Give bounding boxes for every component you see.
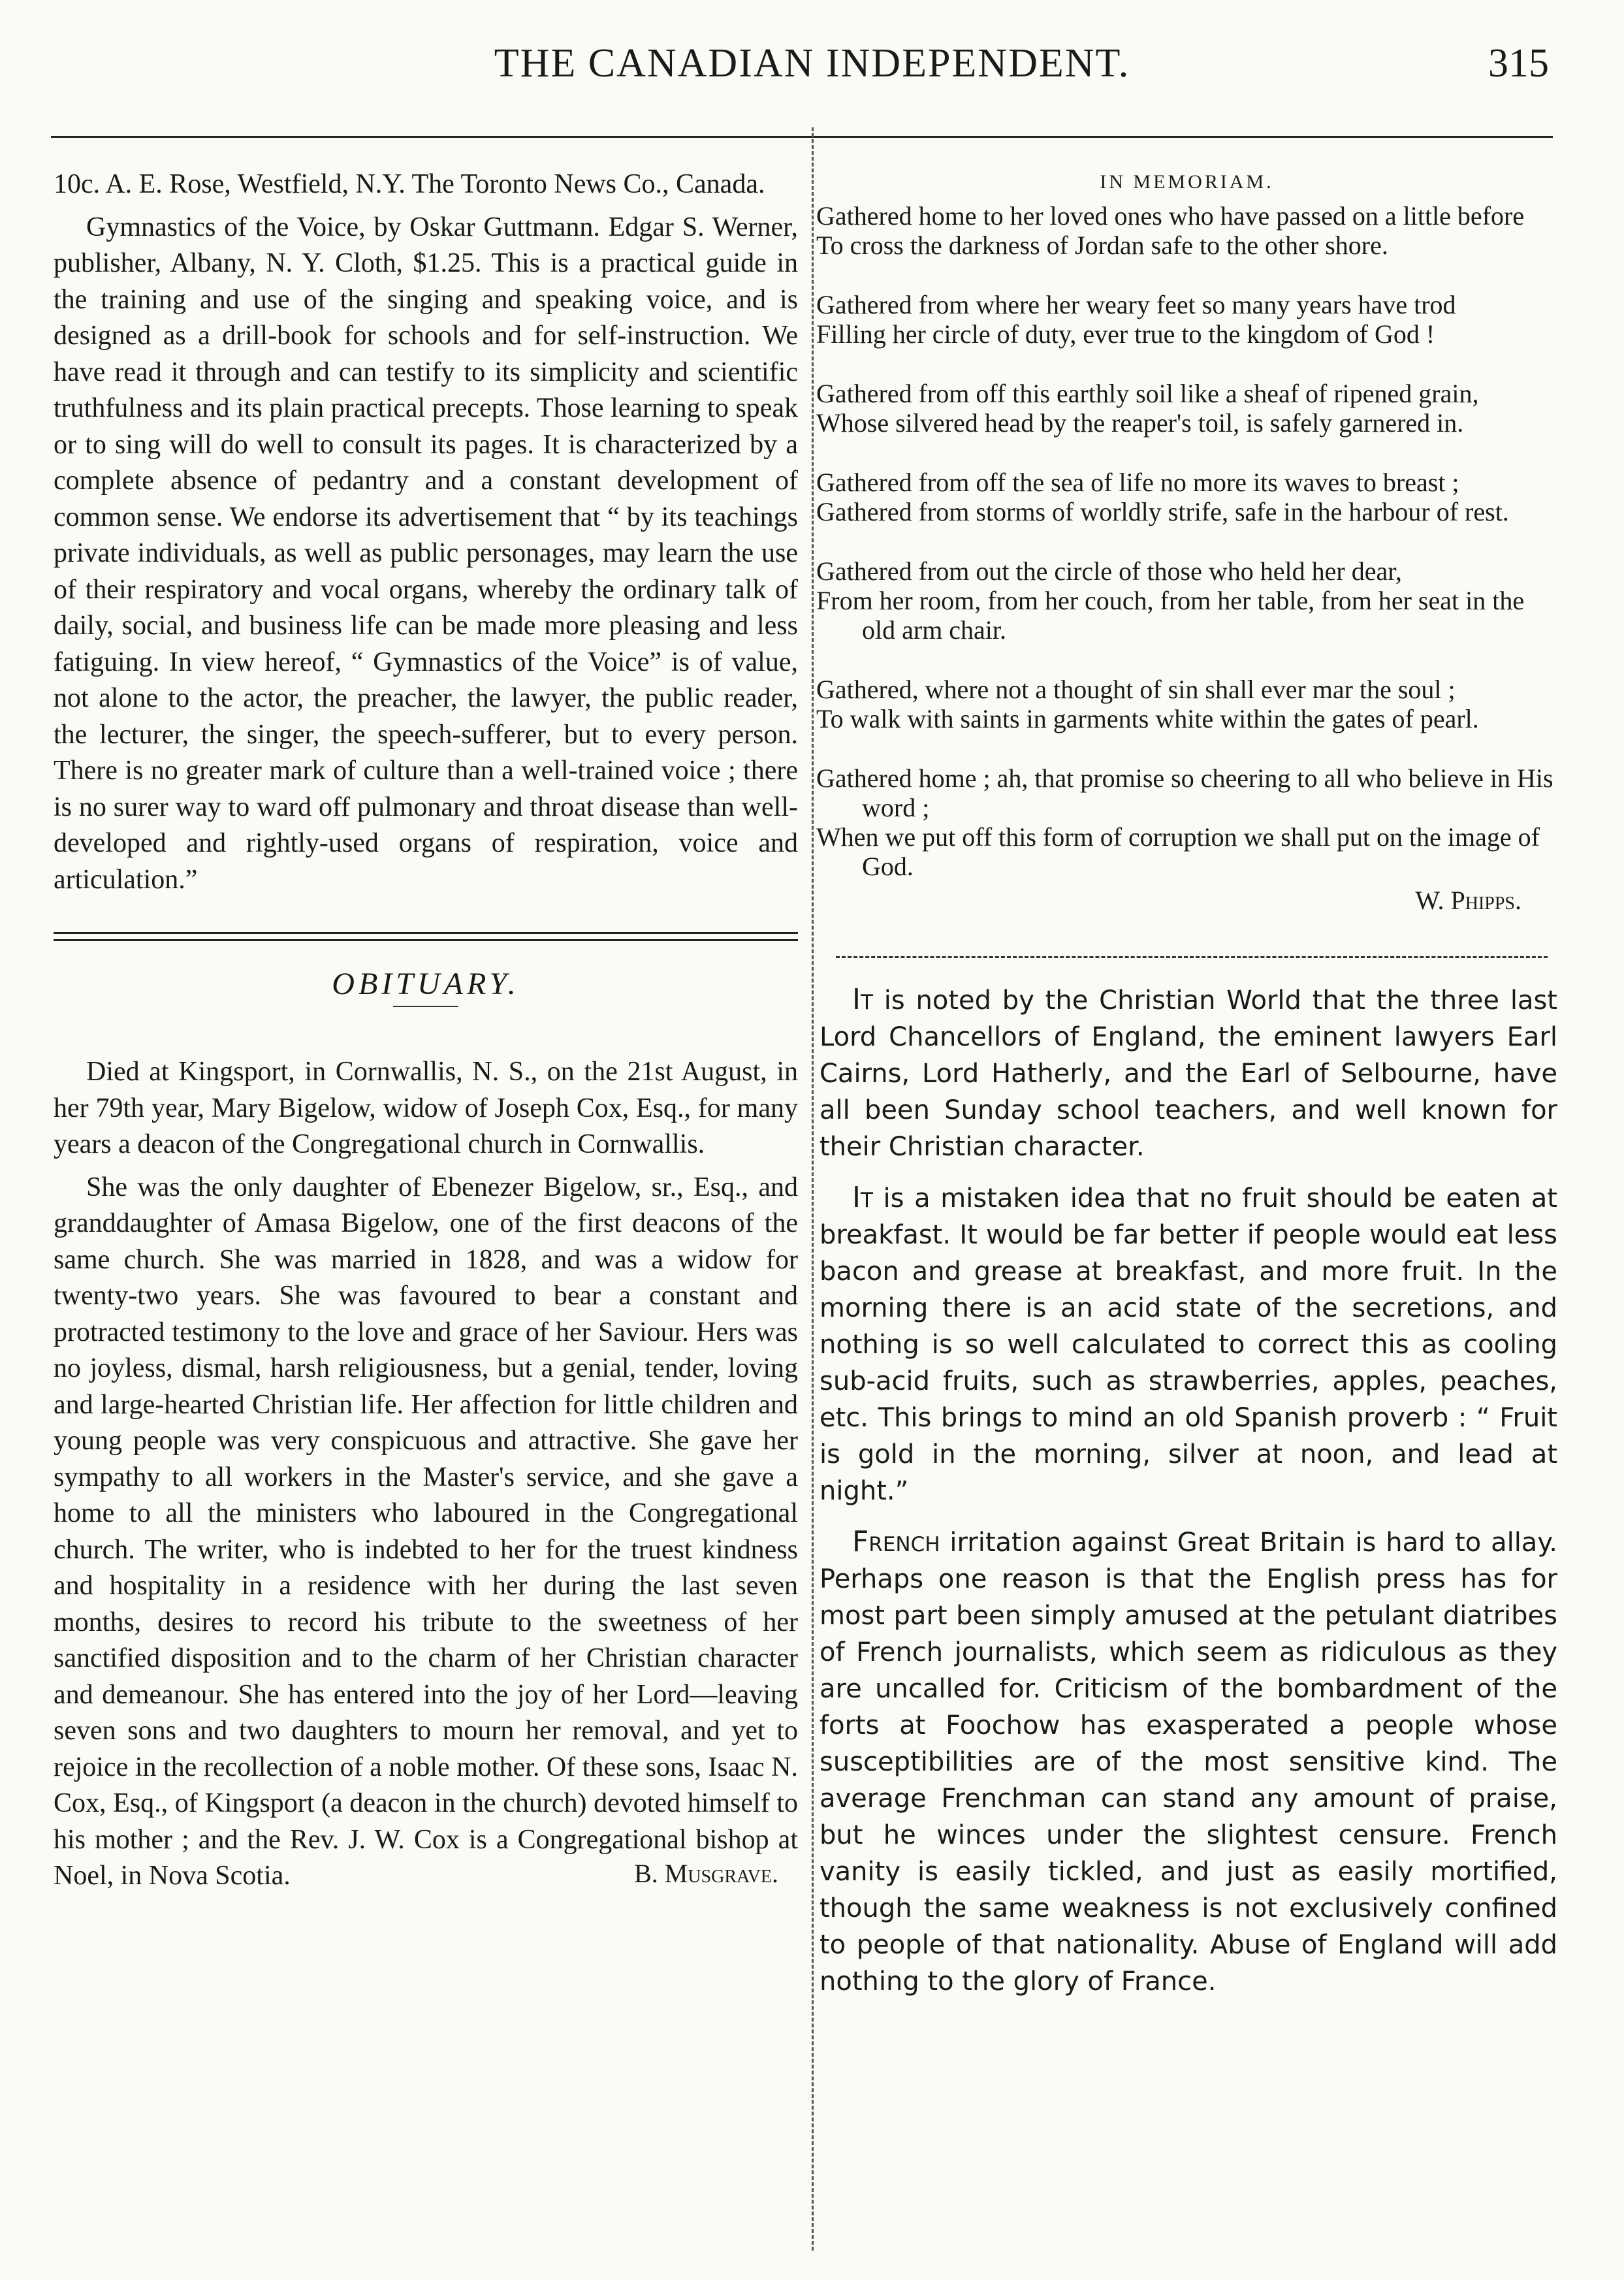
note-lead-word: It xyxy=(852,983,873,1016)
poem-stanza xyxy=(816,290,1557,349)
note-lead-word: It xyxy=(852,1181,873,1214)
right-column xyxy=(816,171,1557,2000)
poem-stanza xyxy=(816,468,1557,526)
poem-line: Gathered from where her weary feet so many years have trod xyxy=(816,290,1456,319)
poem-line: Gathered from storms of worldly strife, safe in the harbour of rest. xyxy=(816,497,1509,526)
poem-stanza xyxy=(816,556,1557,645)
editorial-notes xyxy=(816,982,1557,2000)
obituary-section xyxy=(54,966,798,1889)
poem-stanza xyxy=(816,763,1557,881)
poem-line: Whose silvered head by the reaper's toil, is safely garnered in. xyxy=(816,408,1464,438)
note-text: is a mistaken idea that no fruit should be eaten at breakfast. It would be far better if people would eat less bacon and grease at breakfast, and more fruit. In the morning there is an acid state of the secretions, and nothing is so well calculated to correct this as cooling sub-acid fruits, such as strawberries, apples, peaches, etc. This brings to mind an old Spanish proverb : “ Fruit is gold in the morning, silver at noon, and lead at night.” xyxy=(820,1183,1557,1506)
note-lead-word: French xyxy=(852,1525,940,1558)
poem-stanza xyxy=(816,201,1557,260)
poem-line: From her room, from her couch, from her table, from her seat in the old arm chair. xyxy=(816,586,1525,645)
obituary-paragraph-1: Died at Kingsport, in Cornwallis, N. S., on the 21st August, in her 79th year, Mary Bigelow, widow of Joseph Cox, Esq., for many years a deacon of the Congregational church in Cornwallis. xyxy=(54,1057,798,1159)
poem-line: When we put off this form of corruption we shall put on the image of God. xyxy=(816,822,1540,881)
poem-line: Gathered from out the circle of those who held her dear, xyxy=(816,556,1402,586)
section-dashed-rule xyxy=(836,956,1548,958)
poem-line: Gathered home to her loved ones who have passed on a little before xyxy=(816,201,1525,231)
header-rule xyxy=(51,136,1553,138)
review-opening-line: 10c. A. E. Rose, Westfield, N.Y. The Toronto News Co., Canada. xyxy=(54,169,765,199)
poem-line: Gathered, where not a thought of sin shall ever mar the soul ; xyxy=(816,675,1456,704)
editorial-note xyxy=(820,1180,1557,1509)
poem-line: To walk with saints in garments white within the gates of pearl. xyxy=(816,704,1479,733)
note-text: irritation against Great Britain is hard to allay. Perhaps one reason is that the English press has for most part been simply amused at the petulant diatribes of French journalists, which seem as ridiculous as they are uncalled for. Criticism of the bombardment of the forts at Foochow has exasperated a people whose susceptibilities are of the most sensitive kind. The average Frenchman can stand any amount of praise, but he winces under the slightest censure. French vanity is easily tickled, and just as easily mortified, though the same weakness is not exclusively confined to people of that nationality. Abuse of England will add nothing to the glory of France. xyxy=(820,1528,1557,1997)
review-paragraph: Gymnastics of the Voice, by Oskar Guttmann. Edgar S. Werner, publisher, Albany, N. Y. Cloth, $1.25. This is a practical guide in the training and use of the singing and speaking voice, and is designed as a drill-book for schools and for self-instruction. We have read it through and can testify to its simplicity and scientific truthfulness and its plain practical precepts. Those learning to speak or to sing will do well to consult its pages. It is characterized by a complete absence of pedantry and a constant development of common sense. We endorse its advertisement that “ by its teachings private individuals, as well as public personages, may learn the use of their respiratory and vocal organs, whereby the ordinary talk of daily, social, and business life can be made more pleasing and less fatiguing. In view hereof, “ Gymnastics of the Voice” is of value, not alone to the actor, the preacher, the lawyer, the public reader, the lecturer, the singer, the speech-sufferer, but to every person. There is no greater mark of culture than a well-trained voice ; there is no surer way to ward off pulmonary and throat disease than well-developed and rightly-used organs of respiration, voice and articulation.” xyxy=(54,212,798,895)
poem-line: To cross the darkness of Jordan safe to the other shore. xyxy=(816,231,1388,260)
left-column xyxy=(54,167,798,1889)
editorial-note xyxy=(820,982,1557,1165)
obituary-signature: B. Musgrave. xyxy=(634,1858,778,1888)
obituary-title-rule xyxy=(393,1006,458,1007)
poem-signature: W. Phipps. xyxy=(1415,886,1521,915)
poem-line: Gathered home ; ah, that promise so cheering to all who believe in His word ; xyxy=(816,763,1553,822)
editorial-note xyxy=(820,1524,1557,2000)
column-separator xyxy=(812,127,814,2251)
poem-line: Filling her circle of duty, ever true to the kingdom of God ! xyxy=(816,319,1435,349)
poem-line: Gathered from off this earthly soil like a sheaf of ripened grain, xyxy=(816,379,1479,408)
note-text: is noted by the Christian World that the three last Lord Chancellors of England, the eminent lawyers Earl Cairns, Lord Hatherly, and the Earl of Selbourne, have all been Sunday school teachers, and well known for their Christian character. xyxy=(820,986,1557,1162)
poem-stanza xyxy=(816,379,1557,438)
book-review xyxy=(54,167,798,898)
poem-title: IN MEMORIAM. xyxy=(1100,171,1274,193)
obituary-paragraph-2: She was the only daughter of Ebenezer Bigelow, sr., Esq., and granddaughter of Amasa Bigelow, one of the first deacons of the same church. She was married in 1828, and was a widow for twenty-two years. She was favoured to bear a constant and protracted testimony to the love and grace of her Saviour. Hers was no joyless, dismal, harsh religiousness, but a genial, tender, loving and large-hearted Christian life. Her affection for little children and young people was very conspicuous and attractive. She gave her sympathy to all workers in the Master's service, and she gave a home to all the ministers who laboured in the Congregational church. The writer, who is indebted to her for the truest kindness and hospitality in a residence with her during the last seven months, desires to record his tribute to the sweetness of her sanctified disposition and to the charm of her Christian character and demeanour. She has entered into the joy of her Lord—leaving seven sons and two daughters to mourn her removal, and yet to rejoice in the recollection of a noble mother. Of these sons, Isaac N. Cox, Esq., of Kingsport (a deacon in the church) devoted himself to his mother ; and the Rev. J. W. Cox is a Congregational bishop at Noel, in Nova Scotia. xyxy=(54,1172,798,1891)
poem-line: Gathered from off the sea of life no more its waves to breast ; xyxy=(816,468,1459,497)
poem-stanza xyxy=(816,675,1557,733)
page-header-title: THE CANADIAN INDEPENDENT. xyxy=(494,41,1130,86)
poem-in-memoriam xyxy=(816,171,1557,916)
poem-body xyxy=(816,201,1557,881)
obituary-title: OBITUARY. xyxy=(332,967,520,1001)
page-number: 315 xyxy=(1488,41,1549,86)
section-double-rule xyxy=(54,932,798,941)
